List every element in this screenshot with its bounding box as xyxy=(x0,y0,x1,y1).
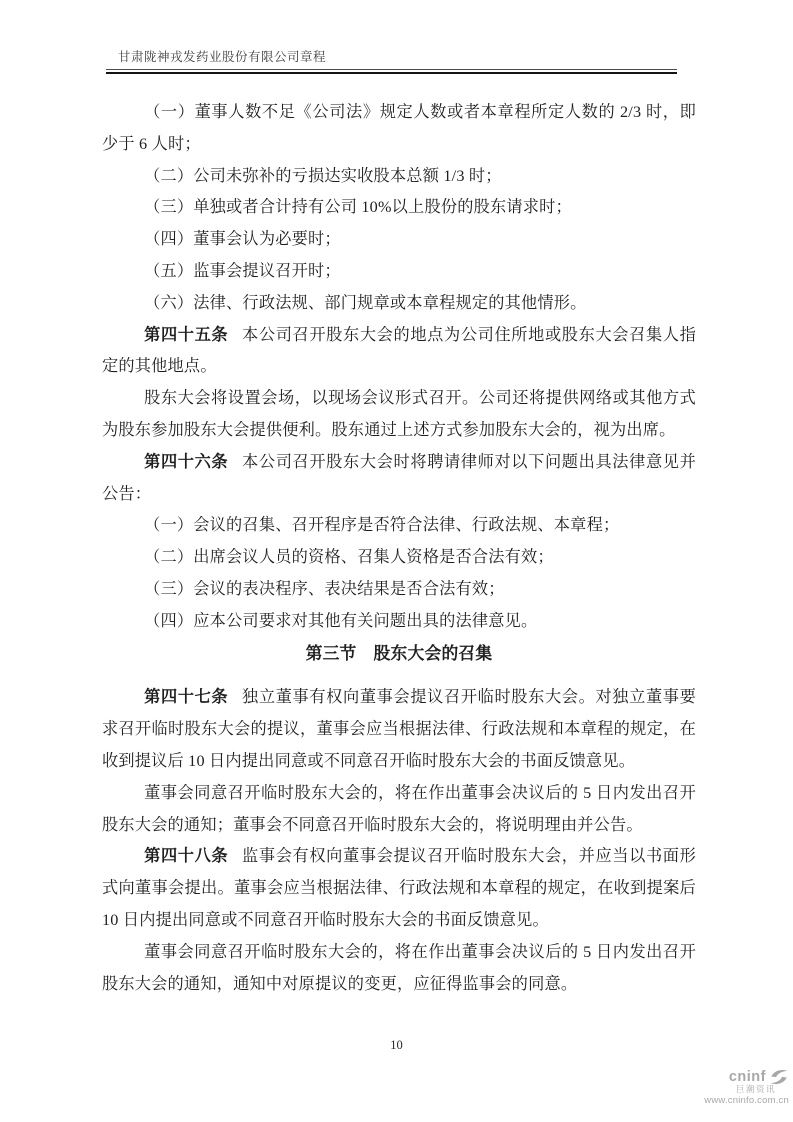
cninfo-subtitle: 巨潮资讯 xyxy=(735,1084,776,1094)
body-paragraph: 股东大会将设置会场，以现场会议形式召开。公司还将提供网络或其他方式为股东参加股东大会提供便利。股东通过上述方式参加股东大会的，视为出席。 xyxy=(102,389,696,439)
article-paragraph: 第四十七条 独立董事有权向董事会提议召开临时股东大会。对独立董事要求召开临时股东大会的提议，董事会应当根据法律、行政法规和本章程的规定，在收到提议后 10 日内提出同意或不同意召开临时股东大会的书面反馈意见。 xyxy=(102,688,696,770)
body-paragraph: （三）会议的表决程序、表决结果是否合法有效； xyxy=(144,579,505,598)
page-header xyxy=(106,50,677,74)
body-paragraph: （二）公司未弥补的亏损达实收股本总额 1/3 时； xyxy=(144,166,502,185)
body-paragraph: 董事会同意召开临时股东大会的，将在作出董事会决议后的 5 日内发出召开股东大会的通知；董事会不同意召开临时股东大会的，将说明理由并公告。 xyxy=(102,783,696,834)
body-paragraph: 董事会同意召开临时股东大会的，将在作出董事会决议后的 5 日内发出召开股东大会的通知，通知中对原提议的变更，应征得监事会的同意。 xyxy=(102,942,696,993)
cninfo-url: www.cninfo.com.cn xyxy=(704,1095,789,1106)
page-number: 10 xyxy=(390,1038,403,1052)
section-heading: 第三节 股东大会的召集 xyxy=(305,643,493,663)
article-number: 第四十六条 xyxy=(144,452,229,471)
body-paragraph: （六）法律、行政法规、部门规章或本章程规定的其他情形。 xyxy=(144,293,587,312)
article-paragraph: 第四十八条 监事会有权向董事会提议召开临时股东大会，并应当以书面形式向董事会提出。董事会应当根据法律、行政法规和本章程的规定，在收到提案后 10 日内提出同意或不同意召开临时股东大会的书面反馈意见。 xyxy=(102,847,696,929)
body-paragraph: （四）董事会认为必要时； xyxy=(144,230,341,249)
body-paragraph: （一）会议的召集、召开程序是否符合法律、行政法规、本章程； xyxy=(144,516,620,535)
body-paragraph: （二）出席会议人员的资格、召集人资格是否合法有效； xyxy=(144,548,554,567)
article-paragraph: 第四十六条 本公司召开股东大会时将聘请律师对以下问题出具法律意见并公告： xyxy=(102,452,696,503)
body-paragraph: （四）应本公司要求对其他有关问题出具的法律意见。 xyxy=(144,611,538,630)
article-number: 第四十八条 xyxy=(144,847,229,866)
article-paragraph: 第四十五条 本公司召开股东大会的地点为公司住所地或股东大会召集人指定的其他地点。 xyxy=(102,325,696,376)
article-number: 第四十七条 xyxy=(144,688,229,707)
cninfo-logo xyxy=(670,1068,790,1106)
header-rule xyxy=(106,69,677,74)
body-paragraph: （五）监事会提议召开时； xyxy=(144,261,341,280)
article-number: 第四十五条 xyxy=(144,325,229,344)
document-body xyxy=(102,97,696,1000)
cninfo-brand-text: cninf xyxy=(728,1069,766,1085)
body-paragraph: （三）单独或者合计持有公司 10%以上股份的股东请求时； xyxy=(144,198,572,217)
header-title: 甘肃陇神戎发药业股份有限公司章程 xyxy=(118,50,327,64)
body-paragraph: （一）董事人数不足《公司法》规定人数或者本章程所定人数的 2/3 时，即少于 6 人时； xyxy=(102,103,696,153)
